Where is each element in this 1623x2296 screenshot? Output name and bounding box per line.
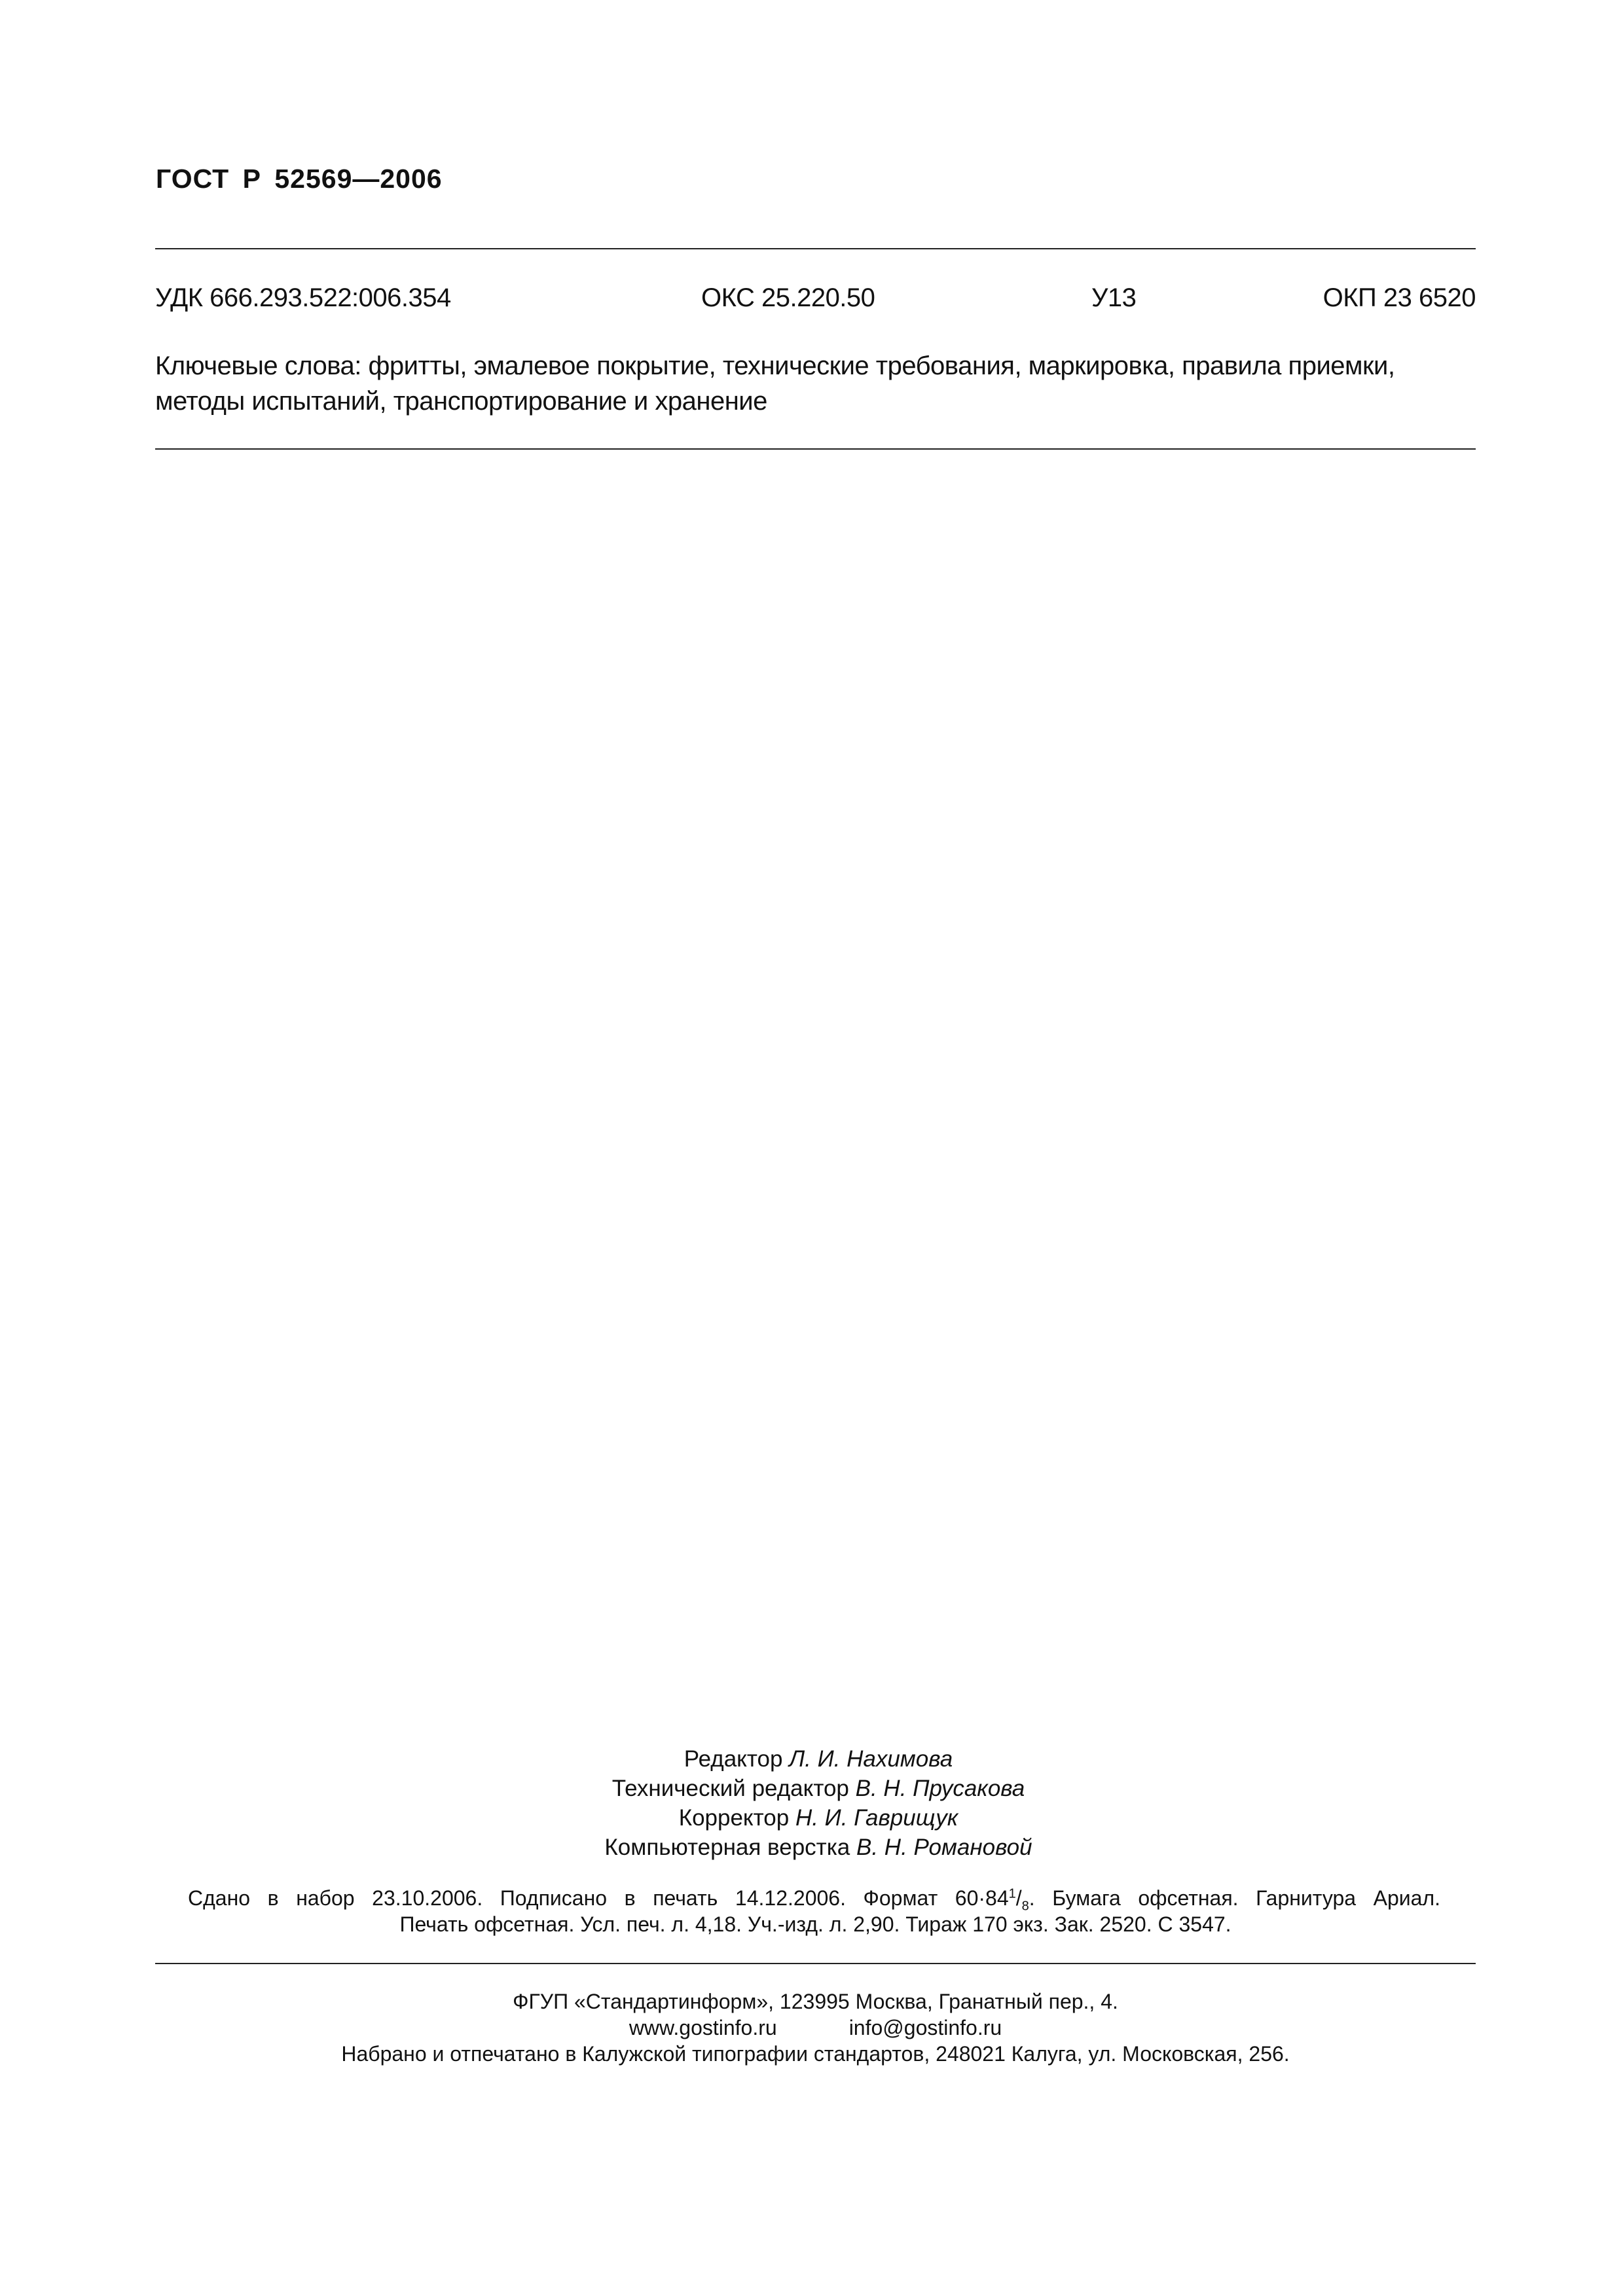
credit-name: В. Н. Романовой (856, 1835, 1032, 1860)
format-fraction-denominator: 8 (1021, 1899, 1029, 1914)
print-info-text-a: Сдано в набор 23.10.2006. Подписано в печать 14.12.2006. Формат 60·84 (188, 1886, 1009, 1910)
print-info-line-2: Печать офсетная. Усл. печ. л. 4,18. Уч.-изд. л. 2,90. Тираж 170 экз. Зак. 2520. С 3547. (399, 1912, 1231, 1936)
keywords-line-2: методы испытаний, транспортирование и хранение (155, 387, 767, 416)
publisher-block (155, 1988, 1476, 2067)
keywords-line-1: Ключевые слова: фритты, эмалевое покрытие, технические требования, маркировка, правила приемки, (155, 351, 1395, 380)
credit-name: Н. И. Гаврищук (795, 1805, 958, 1831)
publisher-address: ФГУП «Стандартинформ», 123995 Москва, Гранатный пер., 4. (513, 1990, 1118, 2013)
credits-block (524, 1744, 1113, 1862)
credit-editor (524, 1744, 1113, 1774)
keywords-block (155, 348, 1478, 419)
credit-name: Л. И. Нахимова (789, 1746, 953, 1772)
divider-after-keywords (155, 448, 1476, 450)
oks-code: ОКС 25.220.50 (701, 283, 875, 312)
publisher-email-link[interactable]: info@gostinfo.ru (848, 2016, 1002, 2039)
print-info-line-1 (155, 1885, 1476, 1914)
credit-role: Компьютерная верстка (604, 1835, 850, 1860)
credit-tech-editor (524, 1774, 1113, 1803)
credit-role: Технический редактор (611, 1776, 849, 1801)
document-code: ГОСТ Р 52569—2006 (156, 164, 443, 194)
print-info-block (155, 1885, 1476, 1937)
publisher-website-link[interactable]: www.gostinfo.ru (629, 2016, 777, 2039)
credit-proofreader (524, 1803, 1113, 1833)
credit-layout (524, 1833, 1113, 1862)
group-code: У13 (1091, 283, 1137, 312)
udk-code: УДК 666.293.522:006.354 (155, 283, 451, 312)
divider-top (155, 248, 1476, 249)
printing-house: Набрано и отпечатано в Калужской типографии стандартов, 248021 Калуга, ул. Московская, 256. (341, 2042, 1290, 2066)
divider-bottom (155, 1963, 1476, 1964)
format-fraction-numerator: 1 (1008, 1886, 1016, 1901)
print-info-text-b: . Бумага офсетная. Гарнитура Ариал. (1029, 1886, 1441, 1910)
okp-code: ОКП 23 6520 (1322, 283, 1476, 312)
credit-name: В. Н. Прусакова (855, 1776, 1025, 1801)
credit-role: Корректор (678, 1805, 790, 1831)
publisher-contacts (155, 2015, 1476, 2041)
credit-role: Редактор (684, 1746, 783, 1772)
format-fraction-separator: / (1015, 1886, 1022, 1910)
